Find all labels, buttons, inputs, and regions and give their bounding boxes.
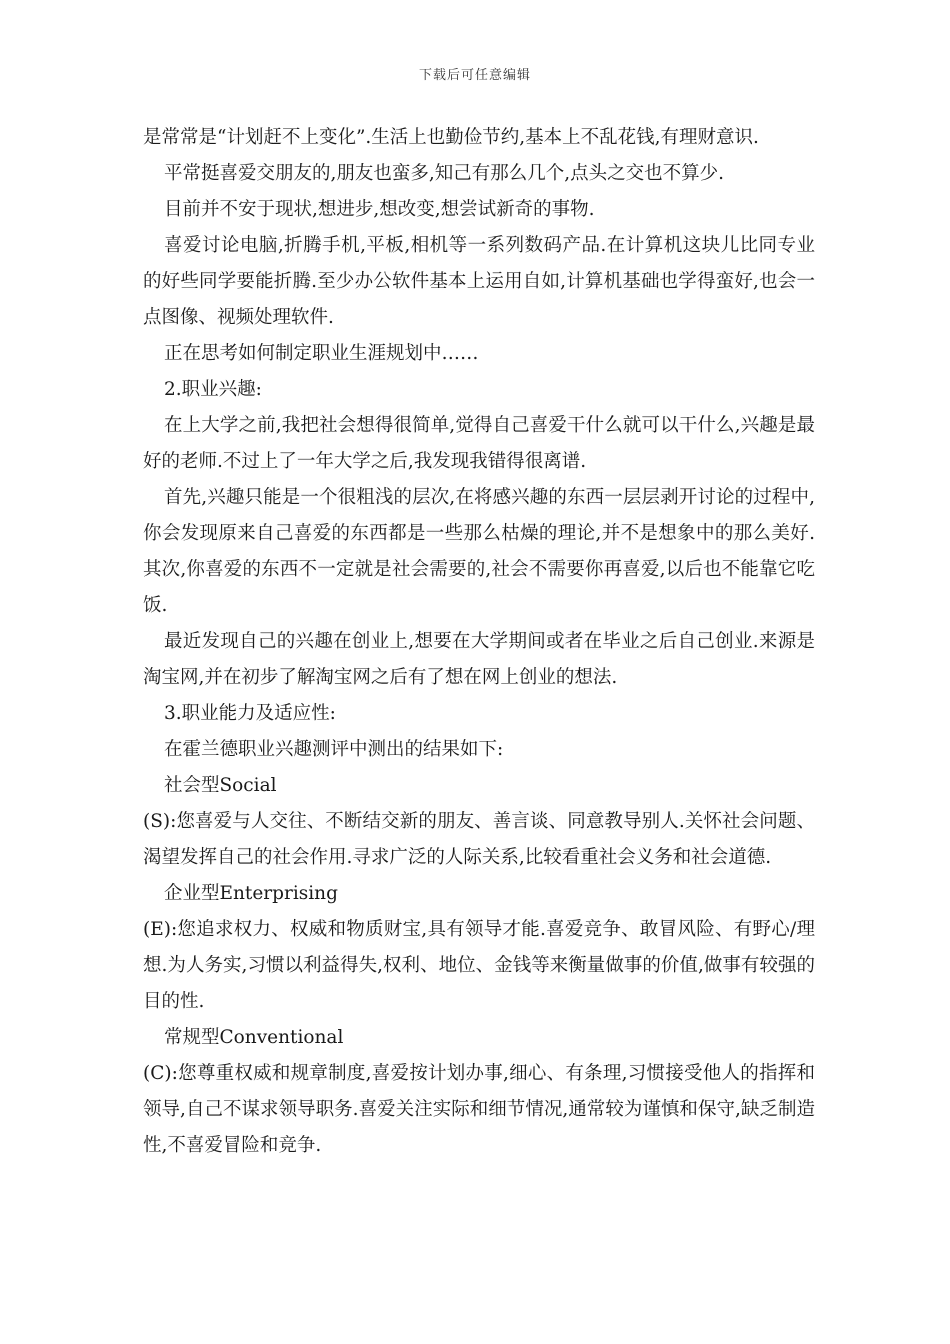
paragraph: (S):您喜爱与人交往、不断结交新的朋友、善言谈、同意教导别人.关怀社会问题、渴望发挥自己的社会作用.寻求广泛的人际关系,比较看重社会义务和社会道德.	[143, 811, 815, 868]
section-heading: 2.职业兴趣:	[164, 379, 262, 400]
type-heading: 社会型Social	[164, 775, 277, 796]
paragraph: 在上大学之前,我把社会想得很简单,觉得自己喜爱干什么就可以干什么,兴趣是最好的老师.不过上了一年大学之后,我发现我错得很离谱.	[143, 415, 815, 472]
paragraph: 首先,兴趣只能是一个很粗浅的层次,在将感兴趣的东西一层层剥开讨论的过程中,你会发现原来自己喜爱的东西都是一些那么枯燥的理论,并不是想象中的那么美好.其次,你喜爱的东西不一定就是社会需要的,社会不需要你再喜爱,以后也不能靠它吃饭.	[143, 487, 815, 616]
paragraph: 喜爱讨论电脑,折腾手机,平板,相机等一系列数码产品.在计算机这块儿比同专业的好些同学要能折腾.至少办公软件基本上运用自如,计算机基础也学得蛮好,也会一点图像、视频处理软件.	[143, 235, 815, 328]
paragraph: (E):您追求权力、权威和物质财宝,具有领导才能.喜爱竞争、敢冒风险、有野心/理想.为人务实,习惯以利益得失,权利、地位、金钱等来衡量做事的价值,做事有较强的目的性.	[143, 919, 815, 1012]
document-body	[143, 120, 815, 1164]
section-heading: 3.职业能力及适应性:	[164, 703, 336, 724]
type-heading: 企业型Enterprising	[164, 883, 338, 904]
paragraph: 是常常是“计划赶不上变化”.生活上也勤俭节约,基本上不乱花钱,有理财意识.	[143, 127, 759, 148]
paragraph: 平常挺喜爱交朋友的,朋友也蛮多,知己有那么几个,点头之交也不算少.	[164, 163, 725, 184]
paragraph: 最近发现自己的兴趣在创业上,想要在大学期间或者在毕业之后自己创业.来源是淘宝网,并在初步了解淘宝网之后有了想在网上创业的想法.	[143, 631, 815, 688]
paragraph: 目前并不安于现状,想进步,想改变,想尝试新奇的事物.	[164, 199, 595, 220]
paragraph: 正在思考如何制定职业生涯规划中……	[164, 343, 479, 364]
page-header: 下载后可任意编辑	[418, 68, 531, 83]
paragraph: 在霍兰德职业兴趣测评中测出的结果如下:	[164, 739, 504, 760]
type-heading: 常规型Conventional	[164, 1027, 344, 1048]
paragraph: (C):您尊重权威和规章制度,喜爱按计划办事,细心、有条理,习惯接受他人的指挥和领导,自己不谋求领导职务.喜爱关注实际和细节情况,通常较为谨慎和保守,缺乏制造性,不喜爱冒险和竞争.	[143, 1063, 815, 1156]
